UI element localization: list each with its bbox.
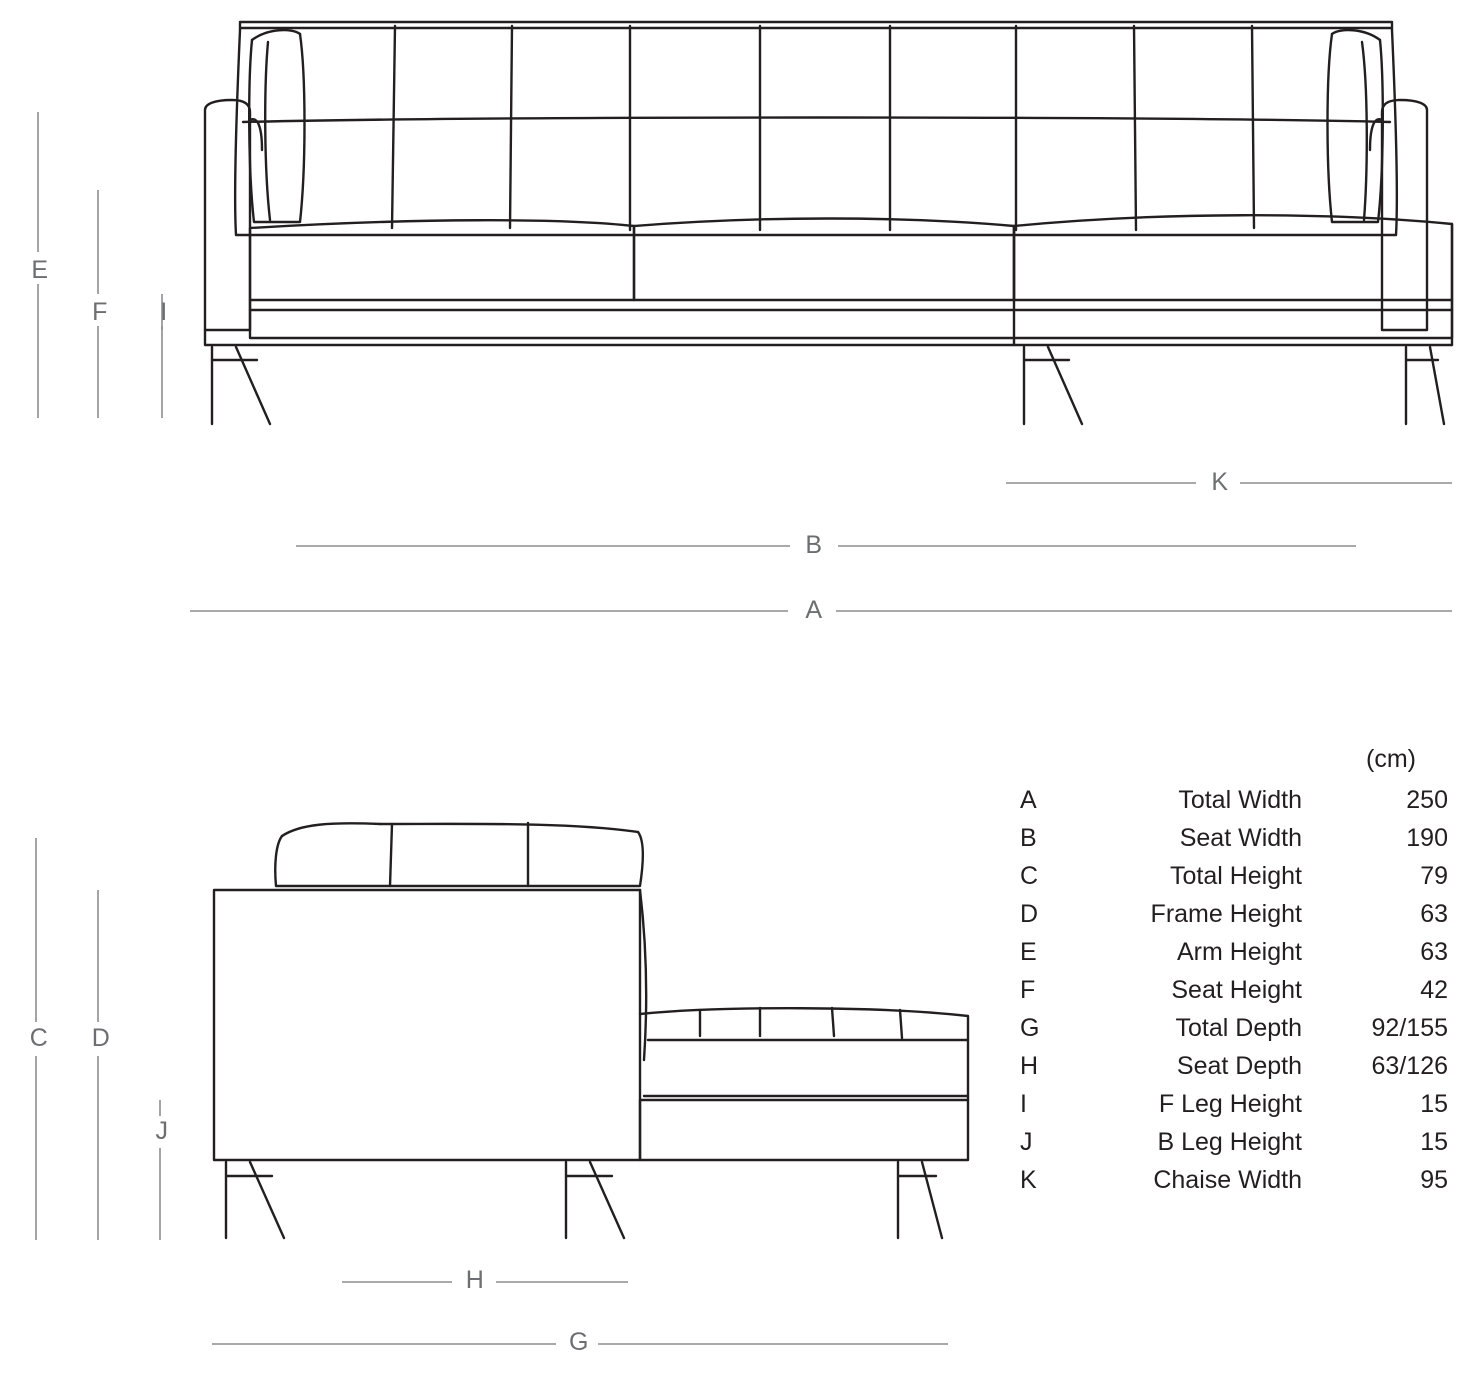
spec-value: 95 xyxy=(1420,1166,1448,1194)
spec-value: 63 xyxy=(1420,900,1448,928)
dimension-label-I: I xyxy=(160,298,168,326)
dimension-label-D: D xyxy=(91,1024,111,1052)
dimension-label-F: F xyxy=(92,298,108,326)
spec-key: E xyxy=(1020,938,1037,966)
front-elevation-group xyxy=(205,22,1452,424)
table-row xyxy=(1020,824,1460,862)
table-row xyxy=(1020,1166,1460,1204)
side-elevation-group xyxy=(214,823,968,1238)
dimension-label-B: B xyxy=(805,531,823,559)
spec-name: B Leg Height xyxy=(1157,1128,1302,1156)
dimension-label-A: A xyxy=(805,596,823,624)
dimension-label-G: G xyxy=(569,1328,589,1356)
spec-key: D xyxy=(1020,900,1039,928)
table-row xyxy=(1020,938,1460,976)
dimension-label-K: K xyxy=(1211,468,1229,496)
dimension-label-C: C xyxy=(29,1024,49,1052)
spec-name: Seat Width xyxy=(1179,824,1302,852)
spec-value: 190 xyxy=(1406,824,1448,852)
table-row xyxy=(1020,1090,1460,1128)
spec-key: H xyxy=(1020,1052,1039,1080)
spec-value: 15 xyxy=(1420,1128,1448,1156)
table-row xyxy=(1020,976,1460,1014)
spec-key: F xyxy=(1020,976,1036,1004)
dimension-label-H: H xyxy=(465,1266,485,1294)
table-row xyxy=(1020,1052,1460,1090)
table-row xyxy=(1020,1128,1460,1166)
spec-value: 250 xyxy=(1406,786,1448,814)
spec-key: B xyxy=(1020,824,1037,852)
spec-key: I xyxy=(1020,1090,1027,1118)
spec-name: Frame Height xyxy=(1150,900,1302,928)
table-row xyxy=(1020,900,1460,938)
spec-key: C xyxy=(1020,862,1039,890)
units-label: (cm) xyxy=(1366,745,1416,773)
spec-name: Arm Height xyxy=(1176,938,1302,966)
dimension-spec-table xyxy=(1020,745,1460,1204)
spec-value: 63/126 xyxy=(1371,1052,1448,1080)
spec-value: 42 xyxy=(1420,976,1448,1004)
spec-name: Chaise Width xyxy=(1153,1166,1302,1194)
spec-key: J xyxy=(1020,1128,1033,1156)
dimension-label-J: J xyxy=(155,1117,169,1145)
spec-value: 92/155 xyxy=(1371,1014,1448,1042)
dimension-label-E: E xyxy=(31,256,49,284)
spec-name: Seat Depth xyxy=(1176,1052,1302,1080)
spec-name: Total Depth xyxy=(1175,1014,1302,1042)
spec-key: G xyxy=(1020,1014,1040,1042)
spec-name: Total Height xyxy=(1169,862,1302,890)
table-row xyxy=(1020,786,1460,824)
spec-name: Total Width xyxy=(1178,786,1302,814)
spec-name: F Leg Height xyxy=(1158,1090,1302,1118)
spec-key: K xyxy=(1020,1166,1037,1194)
table-row xyxy=(1020,862,1460,900)
spec-name: Seat Height xyxy=(1171,976,1302,1004)
table-row xyxy=(1020,1014,1460,1052)
spec-value: 15 xyxy=(1420,1090,1448,1118)
spec-value: 79 xyxy=(1420,862,1448,890)
spec-value: 63 xyxy=(1420,938,1448,966)
spec-key: A xyxy=(1020,786,1037,814)
